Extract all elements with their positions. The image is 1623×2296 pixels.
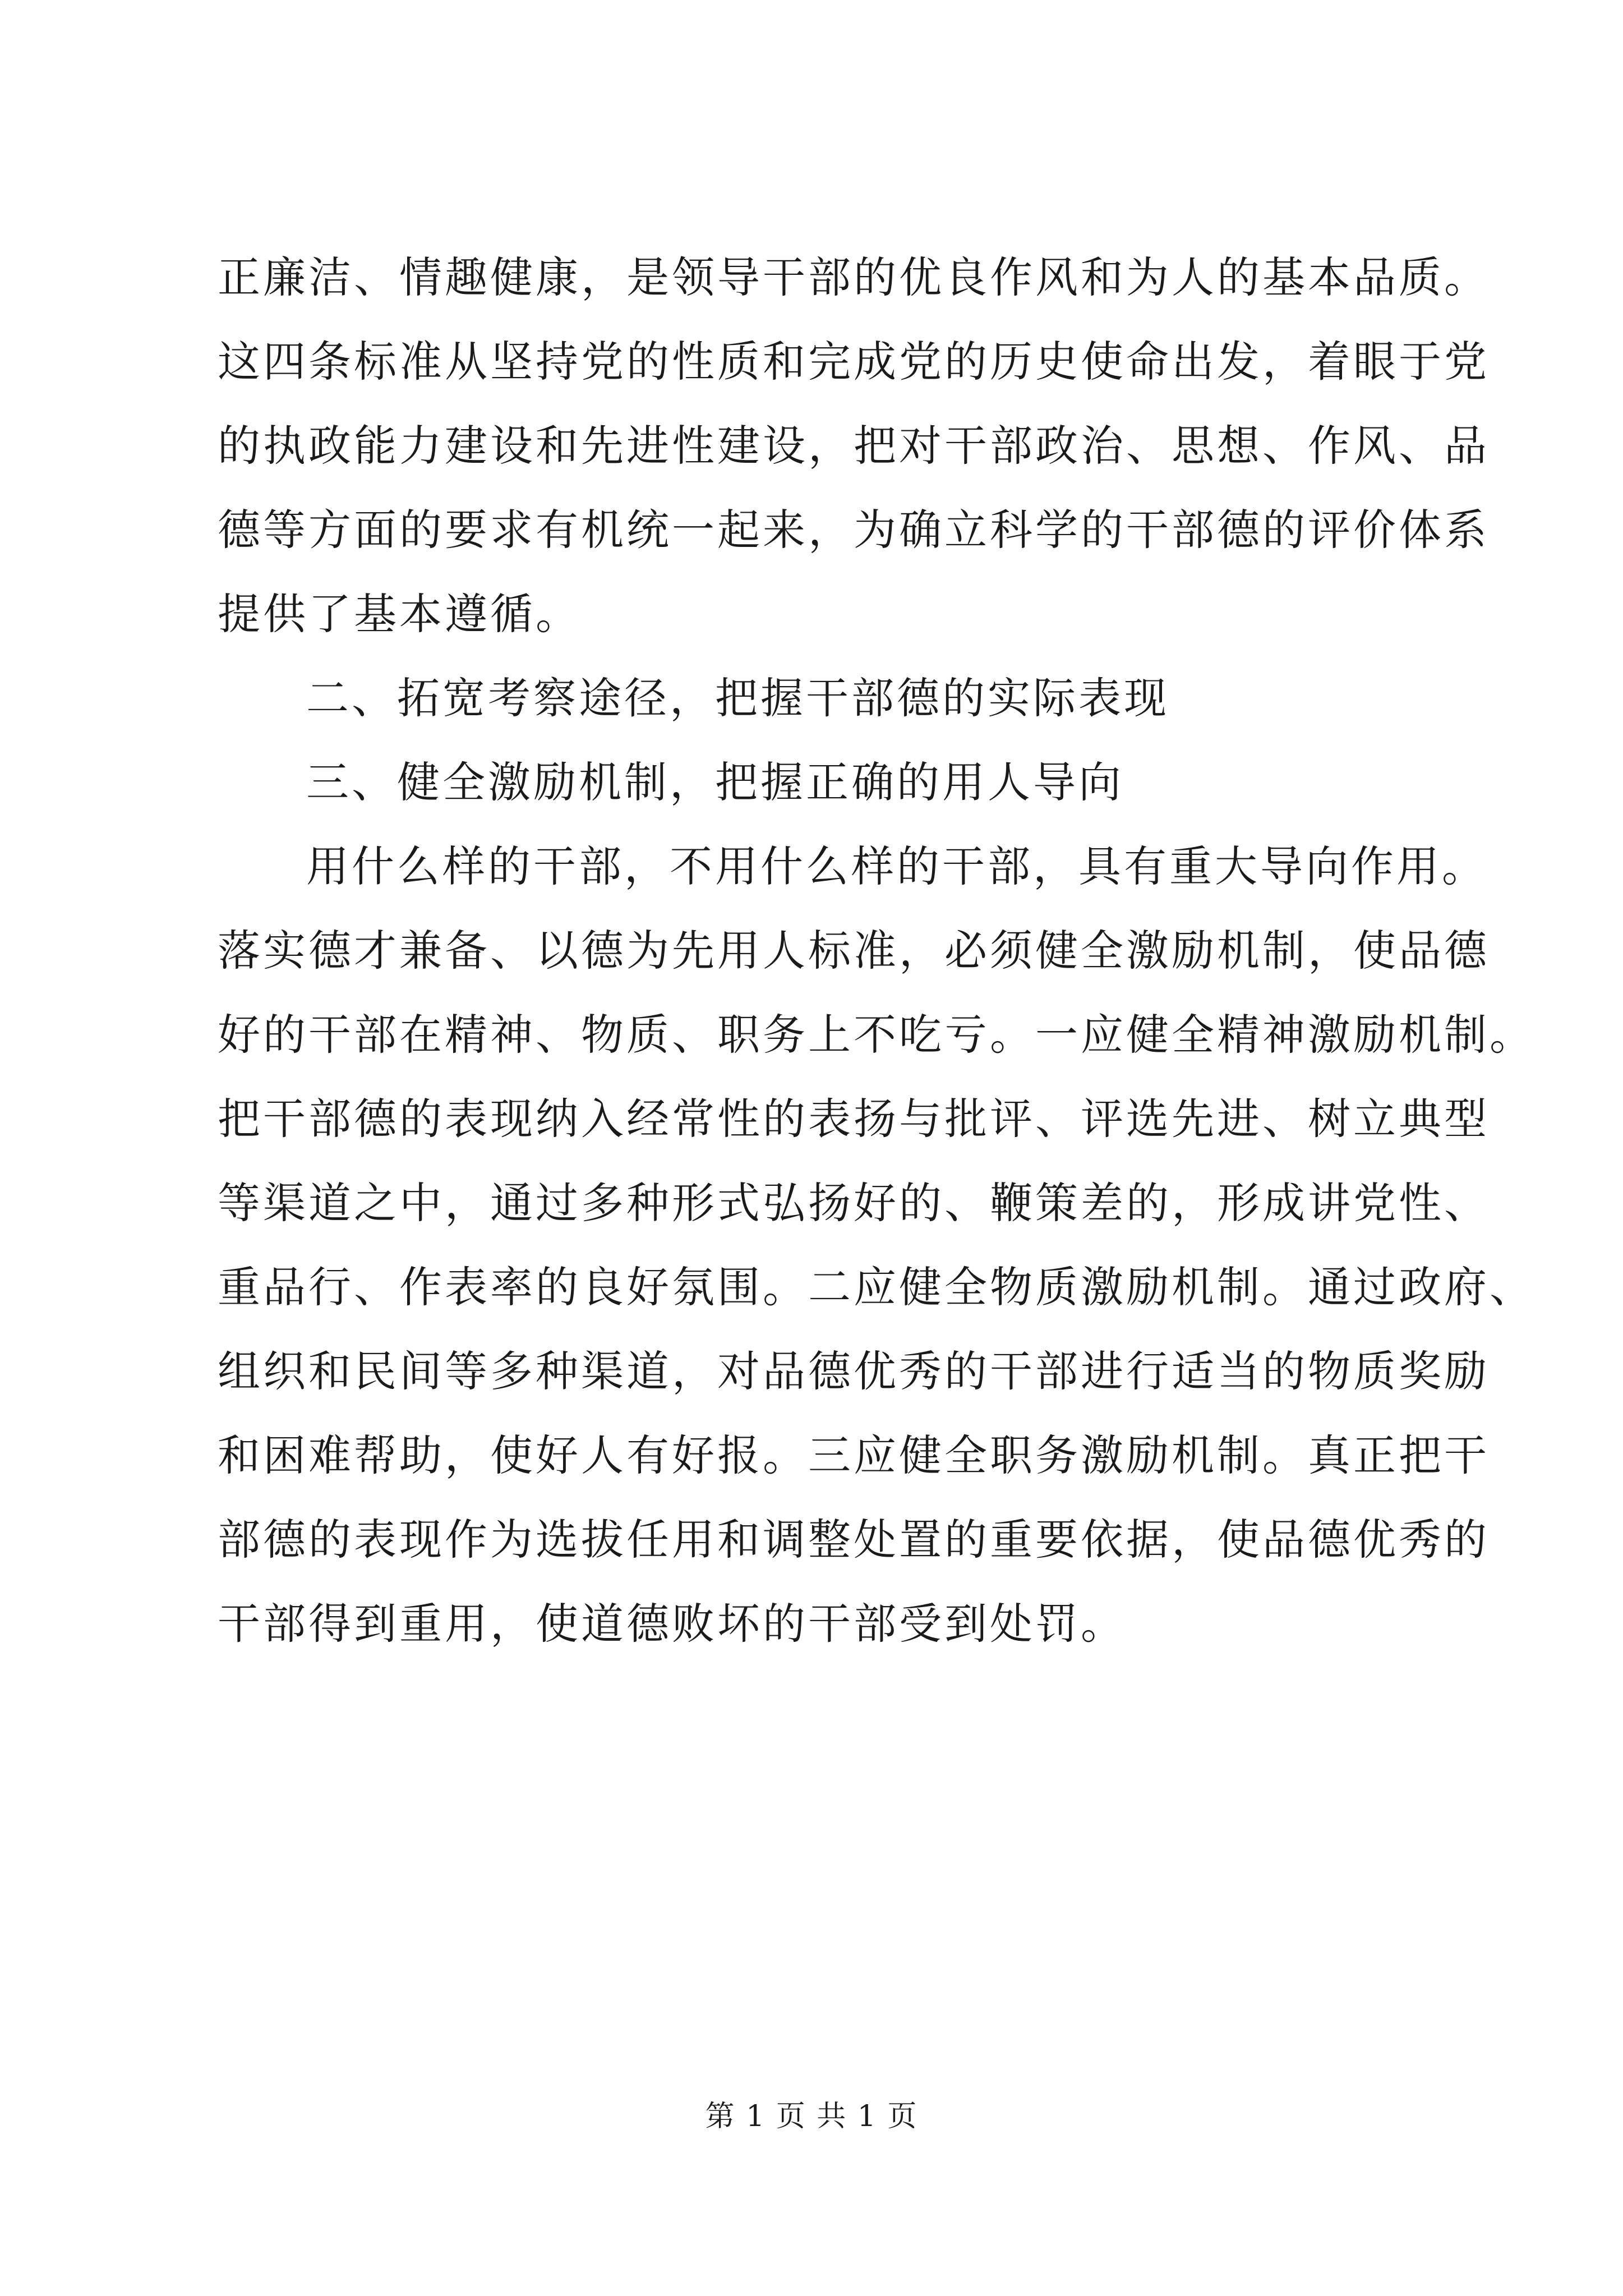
section-heading: 三、健全激励机制，把握正确的用人导向	[306, 757, 1124, 807]
text-line: 用什么样的干部，不用什么样的干部，具有重大导向作用。	[306, 841, 1487, 891]
text-line: 干部得到重用，使道德败坏的干部受到处罚。	[218, 1599, 1126, 1649]
text-line: 落实德才兼备、以德为先用人标准，必须健全激励机制，使品德	[218, 926, 1490, 976]
section-heading: 二、拓宽考察途径，把握干部德的实际表现	[306, 673, 1169, 723]
text-line: 的执政能力建设和先进性建设，把对干部政治、思想、作风、品	[218, 421, 1490, 471]
text-line: 正廉洁、情趣健康，是领导干部的优良作风和为人的基本品质。	[218, 252, 1490, 302]
text-line: 重品行、作表率的良好氛围。二应健全物质激励机制。通过政府、	[218, 1262, 1535, 1312]
text-line: 组织和民间等多种渠道，对品德优秀的干部进行适当的物质奖励	[218, 1346, 1490, 1396]
body-text	[218, 236, 1535, 1666]
text-line: 等渠道之中，通过多种形式弘扬好的、鞭策差的，形成讲党性、	[218, 1178, 1490, 1228]
text-line: 这四条标准从坚持党的性质和完成党的历史使命出发，着眼于党	[218, 337, 1490, 386]
text-line: 德等方面的要求有机统一起来，为确立科学的干部德的评价体系	[218, 505, 1490, 555]
text-line: 和困难帮助，使好人有好报。三应健全职务激励机制。真正把干	[218, 1430, 1490, 1480]
page-number: 第 1 页 共 1 页	[705, 2100, 918, 2133]
text-line: 提供了基本遵循。	[218, 589, 581, 639]
text-line: 部德的表现作为选拔任用和调整处置的重要依据，使品德优秀的	[218, 1515, 1490, 1565]
text-line: 好的干部在精神、物质、职务上不吃亏。一应健全精神激励机制。	[218, 1010, 1535, 1060]
text-line: 把干部德的表现纳入经常性的表扬与批评、评选先进、树立典型	[218, 1094, 1490, 1144]
